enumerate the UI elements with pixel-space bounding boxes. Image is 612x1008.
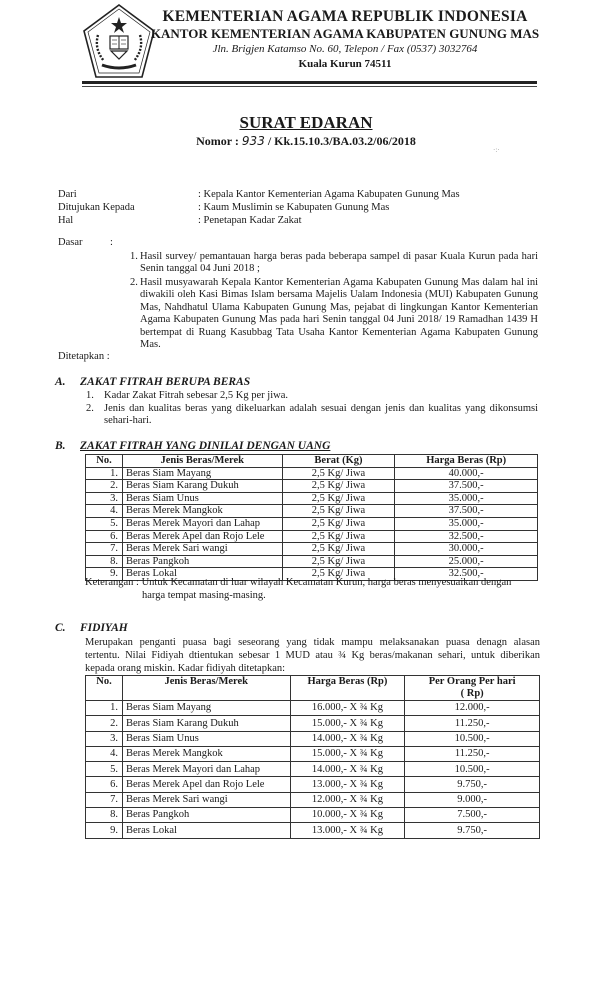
cell-col3: 2,5 Kg/ Jiwa xyxy=(282,505,395,518)
zakat-money-table xyxy=(85,454,538,581)
cell-jenis: Beras Pangkoh xyxy=(122,555,282,568)
cell-col4: 32.500,- xyxy=(395,530,538,543)
section-title: ZAKAT FITRAH BERUPA BERAS xyxy=(80,376,251,388)
header-jenis: Jenis Beras/Merek xyxy=(122,455,282,468)
cell-col4: 9.750,- xyxy=(405,777,540,792)
cell-col4: 32.500,- xyxy=(395,568,538,581)
item-text: Kadar Zakat Fitrah sebesar 2,5 Kg per jiwa. xyxy=(104,390,288,401)
cell-col3: 15.000,- X ¾ Kg xyxy=(290,746,405,761)
header-berat: Berat (Kg) xyxy=(282,455,395,468)
cell-jenis: Beras Merek Mayori dan Lahap xyxy=(122,517,282,530)
cell-col4: 9.750,- xyxy=(405,823,540,838)
cell-col4: 37.500,- xyxy=(395,480,538,493)
cell-col4: 12.000,- xyxy=(405,701,540,716)
meta-value: : Kaum Muslimin se Kabupaten Gunung Mas xyxy=(198,202,390,213)
cell-col3: 2,5 Kg/ Jiwa xyxy=(282,492,395,505)
letterhead-divider-thin xyxy=(82,86,537,87)
table-row xyxy=(86,492,538,505)
office-name: KANTOR KEMENTERIAN AGAMA KABUPATEN GUNUNG MAS xyxy=(150,26,540,41)
table-row xyxy=(86,808,540,823)
number-handwritten: 933 xyxy=(241,134,265,148)
dasar-label: Dasar xyxy=(58,237,83,248)
cell-no: 8. xyxy=(86,555,123,568)
document-number xyxy=(0,134,612,149)
cell-no: 8. xyxy=(86,808,123,823)
cell-jenis: Beras Siam Unus xyxy=(122,731,290,746)
dasar-item-2 xyxy=(130,277,538,351)
header-per-orang-line1: Per Orang Per hari xyxy=(428,676,516,687)
cell-col3: 13.000,- X ¾ Kg xyxy=(290,823,405,838)
section-c-heading xyxy=(55,622,128,634)
cell-no: 6. xyxy=(86,777,123,792)
scan-speck: ·:· xyxy=(493,146,500,154)
section-b-heading xyxy=(55,440,330,452)
cell-col3: 2,5 Kg/ Jiwa xyxy=(282,568,395,581)
table-row xyxy=(86,731,540,746)
cell-col3: 2,5 Kg/ Jiwa xyxy=(282,480,395,493)
meta-key: Dari xyxy=(58,189,77,200)
dasar-colon: : xyxy=(110,237,113,248)
cell-no: 6. xyxy=(86,530,123,543)
number-prefix: Nomor : xyxy=(196,134,242,148)
item-text: Jenis dan kualitas beras yang dikeluarkan adalah sesuai dengan jenis dan kualitas yang dikonsumsi sehari-hari. xyxy=(104,403,538,427)
cell-jenis: Beras Merek Sari wangi xyxy=(122,543,282,556)
office-address: Jln. Brigjen Katamso No. 60, Telepon / Fax (0537) 3032764 xyxy=(212,43,478,55)
table-row xyxy=(86,762,540,777)
cell-jenis: Beras Siam Mayang xyxy=(122,467,282,480)
cell-col4: 30.000,- xyxy=(395,543,538,556)
cell-col4: 10.500,- xyxy=(405,762,540,777)
cell-jenis: Beras Merek Sari wangi xyxy=(122,792,290,807)
cell-no: 4. xyxy=(86,505,123,518)
section-b-note-line2: harga tempat masing-masing. xyxy=(142,590,266,601)
table-row xyxy=(86,823,540,838)
cell-col3: 2,5 Kg/ Jiwa xyxy=(282,530,395,543)
meta-value: : Penetapan Kadar Zakat xyxy=(198,215,302,226)
cell-jenis: Beras Merek Mangkok xyxy=(122,505,282,518)
cell-col3: 13.000,- X ¾ Kg xyxy=(290,777,405,792)
cell-jenis: Beras Lokal xyxy=(122,568,282,581)
item-number: 2. xyxy=(130,277,138,288)
cell-no: 7. xyxy=(86,792,123,807)
cell-col4: 11.250,- xyxy=(405,716,540,731)
fidiyah-table xyxy=(85,675,540,839)
section-a-item-2 xyxy=(86,403,538,428)
cell-no: 9. xyxy=(86,568,123,581)
meta-value: : Kepala Kantor Kementerian Agama Kabupaten Gunung Mas xyxy=(198,189,460,200)
cell-jenis: Beras Pangkoh xyxy=(122,808,290,823)
table-row xyxy=(86,517,538,530)
section-b-note xyxy=(85,577,545,589)
office-city: Kuala Kurun 74511 xyxy=(298,58,392,70)
letterhead xyxy=(150,8,540,72)
cell-jenis: Beras Siam Karang Dukuh xyxy=(122,716,290,731)
cell-col4: 11.250,- xyxy=(405,746,540,761)
table-row xyxy=(86,777,540,792)
cell-jenis: Beras Siam Mayang xyxy=(122,701,290,716)
item-number: 1. xyxy=(86,390,94,401)
header-per-orang xyxy=(405,676,540,701)
cell-col3: 15.000,- X ¾ Kg xyxy=(290,716,405,731)
cell-col4: 9.000,- xyxy=(405,792,540,807)
table-row xyxy=(86,467,538,480)
cell-col3: 12.000,- X ¾ Kg xyxy=(290,792,405,807)
kemenag-emblem-icon xyxy=(82,3,156,81)
cell-jenis: Beras Merek Mayori dan Lahap xyxy=(122,762,290,777)
table-row xyxy=(86,555,538,568)
cell-jenis: Beras Siam Unus xyxy=(122,492,282,505)
cell-no: 2. xyxy=(86,716,123,731)
item-text: Hasil musyawarah Kepala Kantor Kementerian Agama Kabupaten Gunung Mas dalam hal ini diwakili oleh Kasi Bimas Islam bersama Majelis Ualam Indonesia (MUI) Kabupaten Gunung Mas, Nahdhatul Ulama Kabupaten Gunung Mas, pejabat di lingkungan Kantor Kementerian Agama Kabupaten Gunung Mas pada hari Senin tanggal 04 Juni 2018/ 19 Ramadhan 1439 H bertempat di Ruang Kasubbag Tata Usaha Kantor Kementerian Agama Kabupaten Gunung Mas. xyxy=(140,277,538,351)
note-label: Keterangan : xyxy=(85,577,142,588)
header-jenis: Jenis Beras/Merek xyxy=(122,676,290,701)
letterhead-divider xyxy=(82,81,537,84)
section-letter: B. xyxy=(55,440,66,452)
cell-jenis: Beras Merek Mangkok xyxy=(122,746,290,761)
header-no: No. xyxy=(86,676,123,701)
table-row xyxy=(86,701,540,716)
cell-jenis: Beras Merek Apel dan Rojo Lele xyxy=(122,777,290,792)
table-row xyxy=(86,716,540,731)
table-row xyxy=(86,543,538,556)
table-row xyxy=(86,792,540,807)
section-letter: A. xyxy=(55,376,66,388)
dasar-item-1 xyxy=(130,251,538,276)
cell-no: 7. xyxy=(86,543,123,556)
cell-col3: 14.000,- X ¾ Kg xyxy=(290,731,405,746)
note-text: Untuk Kecamatan di luar wilayah Kecamatan Kurun, harga beras menyesuaikan dengan xyxy=(141,577,512,588)
header-harga: Harga Beras (Rp) xyxy=(395,455,538,468)
table-row xyxy=(86,530,538,543)
cell-col3: 2,5 Kg/ Jiwa xyxy=(282,517,395,530)
section-a-item-1 xyxy=(86,390,538,402)
cell-col3: 10.000,- X ¾ Kg xyxy=(290,808,405,823)
section-title: ZAKAT FITRAH YANG DINILAI DENGAN UANG xyxy=(80,440,331,452)
cell-no: 3. xyxy=(86,731,123,746)
item-text: Hasil survey/ pemantauan harga beras pada beberapa sampel di pasar Kuala Kurun pada hari Senin tanggal 04 Juni 2018 ; xyxy=(140,251,538,275)
cell-no: 9. xyxy=(86,823,123,838)
cell-col4: 35.000,- xyxy=(395,517,538,530)
cell-col3: 2,5 Kg/ Jiwa xyxy=(282,467,395,480)
section-letter: C. xyxy=(55,622,66,634)
cell-no: 5. xyxy=(86,762,123,777)
section-c-paragraph-1: Merupakan penganti puasa bagi seseorang yang tidak mampu melaksanakan puasa denagn alasan xyxy=(85,637,540,648)
cell-no: 2. xyxy=(86,480,123,493)
header-per-orang-line2: ( Rp) xyxy=(460,687,484,699)
cell-jenis: Beras Merek Apel dan Rojo Lele xyxy=(122,530,282,543)
item-number: 2. xyxy=(86,403,94,414)
section-title: FIDIYAH xyxy=(80,622,128,634)
document-title: SURAT EDARAN xyxy=(239,113,373,132)
number-suffix: / Kk.15.10.3/BA.03.2/06/2018 xyxy=(264,134,416,148)
cell-jenis: Beras Lokal xyxy=(122,823,290,838)
section-a-heading xyxy=(55,376,250,388)
table-row xyxy=(86,746,540,761)
cell-col4: 25.000,- xyxy=(395,555,538,568)
cell-col4: 35.000,- xyxy=(395,492,538,505)
cell-no: 1. xyxy=(86,701,123,716)
meta-key: Hal xyxy=(58,215,74,226)
cell-col3: 16.000,- X ¾ Kg xyxy=(290,701,405,716)
header-no: No. xyxy=(86,455,123,468)
ditetapkan-label: Ditetapkan : xyxy=(58,351,110,362)
item-number: 1. xyxy=(130,251,138,262)
cell-col3: 2,5 Kg/ Jiwa xyxy=(282,543,395,556)
section-c-paragraph-3: kepada orang miskin. Kadar fidiyah ditetapkan: xyxy=(85,663,286,674)
table-header-row xyxy=(86,676,540,701)
section-c-paragraph-2: tertentu. Nilai Fidiyah dtientukan sebesar 1 MUD atau ¾ Kg beras/makanan sehari, untuk diberikan xyxy=(85,650,540,661)
cell-col4: 10.500,- xyxy=(405,731,540,746)
cell-col4: 40.000,- xyxy=(395,467,538,480)
cell-jenis: Beras Siam Karang Dukuh xyxy=(122,480,282,493)
ministry-name: KEMENTERIAN AGAMA REPUBLIK INDONESIA xyxy=(162,8,528,25)
cell-col3: 14.000,- X ¾ Kg xyxy=(290,762,405,777)
cell-col4: 37.500,- xyxy=(395,505,538,518)
cell-no: 3. xyxy=(86,492,123,505)
cell-col4: 7.500,- xyxy=(405,808,540,823)
cell-no: 4. xyxy=(86,746,123,761)
cell-no: 1. xyxy=(86,467,123,480)
cell-no: 5. xyxy=(86,517,123,530)
table-row xyxy=(86,480,538,493)
header-harga: Harga Beras (Rp) xyxy=(290,676,405,701)
table-row xyxy=(86,505,538,518)
cell-col3: 2,5 Kg/ Jiwa xyxy=(282,555,395,568)
table-header-row xyxy=(86,455,538,468)
meta-key: Ditujukan Kepada xyxy=(58,202,135,213)
